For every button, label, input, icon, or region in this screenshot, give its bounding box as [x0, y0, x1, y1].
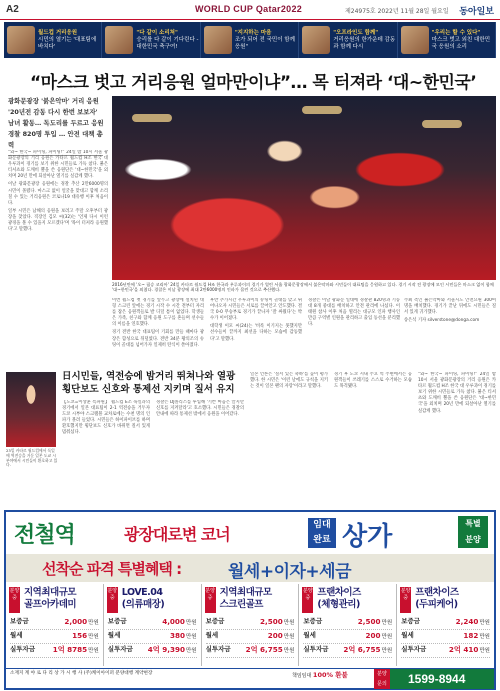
promo-sub: 조가 되어 전 국민이 함께 응원"	[234, 36, 295, 50]
article-column	[250, 372, 328, 504]
promo-headline: "지지하는 마음	[234, 29, 272, 36]
paragraph: 경기 전반 한국 대표팀이 기회를 만들 때마다 광장은 함성으로 뒤덮였다. 전반 34분 황의조의 슈팅이 골대를 넘어가자 일제히 탄식이 쏟아졌다.	[112, 330, 204, 348]
section-headline[interactable]: 日시민들, 역전승에 밤거리 뛰쳐나와 열광 횡단보도 신호와 통제선 지키며 질서 유지	[62, 371, 236, 395]
ad-unit-row	[108, 616, 197, 630]
promo-strip	[4, 22, 496, 58]
article-column	[418, 372, 496, 504]
badge-text: 분양	[465, 535, 481, 544]
promo-thumb	[105, 26, 133, 54]
phone-number[interactable]: 1599-8944	[390, 669, 494, 689]
unit-name-line: 프랜차이즈	[317, 587, 361, 598]
ad-badge-leased	[308, 518, 336, 548]
amount: 4,000	[162, 617, 185, 626]
amount: 200	[365, 631, 381, 640]
page-header	[0, 0, 500, 20]
newspaper-name: 동아일보	[459, 7, 494, 17]
tokyo-photo[interactable]	[6, 372, 56, 447]
ad-unit-rows	[108, 616, 197, 658]
paragraph: “와~ 한국~ 파이팅, 파이팅!” 24일 밤 10시 서울 광화문광장의 거리 응원은 카타르 월드컵 H조 한국 대 우루과이 경기를 보기 위한 시민들로 가득 찼다. 붉은 티셔츠와 도깨비 뿔을 쓴 응원단은 '대~한민국'을 외치며 20년 만에 되살아난 열기를 실감케 했다.	[8, 150, 108, 180]
paragraph: 일본 언론은 '질서 있는 축하'를 높이 평가했다. 한 시민은 '이런 날에도 규칙을 지키는 것이 일본 팬의 자랑'이라고 말했다.	[250, 372, 328, 390]
article-column	[8, 150, 108, 364]
amount: 200	[267, 631, 283, 640]
row-label: 보증금	[205, 617, 225, 625]
promo-thumb	[302, 26, 330, 54]
ad-units	[6, 584, 494, 666]
row-label: 월세	[401, 631, 414, 639]
row-label: 실투자금	[303, 645, 329, 653]
promo-sub: 시민의 열기는 '대표팀에 바치다'	[38, 36, 97, 50]
row-value	[53, 644, 99, 657]
row-label: 실투자금	[107, 645, 133, 653]
amount: 156	[72, 631, 88, 640]
amount: 2,240	[455, 617, 479, 626]
row-value	[64, 616, 98, 629]
unit-label: 만원	[88, 634, 99, 640]
badge-text: 임대	[313, 520, 331, 530]
light	[422, 120, 462, 128]
promo-headline: "우리는 할 수 있다"	[431, 29, 481, 36]
ad-unit-row	[303, 630, 392, 644]
promo-item[interactable]	[299, 22, 397, 58]
ad-unit-row	[10, 616, 99, 630]
ad-unit[interactable]	[104, 584, 202, 666]
ad-benefit-value: 월세+이자+세금	[228, 562, 352, 582]
promo-headline: "다 같이 소리쳐"	[136, 29, 178, 36]
ad-guarantee	[292, 671, 348, 680]
promo-headline: 월드컵 거리응원	[38, 29, 78, 36]
row-label: 월세	[205, 631, 219, 639]
row-label: 보증금	[10, 617, 29, 625]
promo-item[interactable]	[201, 22, 299, 58]
promo-headline: "오프라인도 함께"	[333, 29, 379, 36]
amount: 380	[169, 631, 185, 640]
article-column	[404, 298, 496, 364]
ad-unit-row	[10, 630, 99, 644]
ad-unit-rows	[10, 616, 99, 658]
promo-sub: 승리를 다 같이 기다린다 - 대한민국 축구여!	[136, 36, 199, 50]
promo-sub: 거리응원의 한가운데 감동과 함께 다시	[333, 36, 396, 50]
row-value	[260, 616, 294, 629]
row-label: 월세	[303, 631, 316, 639]
light	[132, 114, 172, 122]
ad-unit[interactable]	[397, 584, 494, 666]
paragraph: 경찰은 이날 광화문 일대에 경찰관 820명과 기동대 8개 중대를 배치하고 안전 관리에 나섰다. 이태원 참사 이후 처음 열리는 대규모 인파 행사인 만큼 구역별 인원을 관리하고 출입 동선을 분리했다.	[308, 298, 400, 328]
unit-label: 만원	[185, 648, 197, 654]
row-value	[366, 630, 393, 643]
issue-meta: 제24975호 2022년 11월 28일 월요일	[345, 8, 449, 15]
page-number: A2	[6, 4, 19, 15]
article-column	[210, 298, 302, 364]
unit-label: 만원	[479, 620, 490, 626]
unit-name	[24, 587, 99, 611]
ad-title	[6, 512, 494, 552]
ad-unit-rows	[401, 616, 490, 658]
unit-tag: 분양중	[205, 587, 216, 613]
kicker-line: 경찰 820명 투입 … 안전 대책 총력	[8, 130, 103, 149]
row-value	[170, 630, 197, 643]
unit-name-line: 지역최대규모	[24, 587, 77, 598]
amount: 182	[463, 631, 479, 640]
real-estate-ad[interactable]	[4, 510, 496, 690]
ad-unit-row	[303, 644, 392, 658]
kicker	[8, 96, 108, 156]
paragraph: 주최 측인 붉은악마와 서울시도 안전요원 300여 명을 배치했다. 경기가 끝난 뒤에도 시민들은 질서 있게 귀가했다.	[404, 298, 496, 316]
promo-sub: 마스크 벗고 외친 대한민국 응원의 소리	[431, 36, 491, 50]
ad-title-station: 전철역	[14, 523, 75, 548]
ad-title-store: 상가	[342, 522, 393, 552]
amount: 2억 6,755	[245, 645, 283, 654]
unit-name	[415, 587, 490, 611]
badge-text: 분양	[377, 671, 387, 677]
promo-thumb	[7, 26, 35, 54]
unit-label: 만원	[381, 634, 393, 640]
unit-name	[220, 587, 295, 611]
ad-unit-row	[303, 616, 392, 630]
row-label: 월세	[107, 631, 121, 639]
ad-unit-row	[401, 630, 490, 644]
unit-tag: 분양중	[400, 587, 411, 613]
row-value	[343, 644, 392, 657]
ad-unit-rows	[303, 616, 392, 658]
promo-thumb	[401, 26, 429, 54]
unit-tag: 분양중	[9, 587, 20, 613]
paragraph: 【도쿄=이상훈 특파원】 월드컵 E조 독일과의 경기에서 일본 대표팀이 2-1 역전승을 거두자 도쿄 시부야 스크램블 교차로에는 수천 명의 인파가 몰려 들었다. 시민들은 하이파이브를 하며 환호했지만 횡단보도 신호가 바뀌면 질서 있게 멈춰섰다.	[62, 400, 150, 436]
row-label: 실투자금	[205, 645, 231, 653]
row-value	[268, 630, 295, 643]
row-label: 보증금	[107, 617, 127, 625]
unit-label: 만원	[283, 648, 295, 654]
kicker-line: 남녀 활동… 독도리를 두르고 응원	[8, 119, 104, 127]
ad-unit-rows	[206, 616, 295, 658]
row-value	[449, 644, 490, 657]
badge-text: 특별	[465, 519, 481, 528]
byline: 송은석 기자 silverstone@donga.com	[404, 318, 480, 324]
photo-caption: 23일 카타르 월드컵에서 독일에 역전승을 거둔 일본 도쿄 시부야에서 시민들이 환호하고 있다.	[6, 448, 58, 468]
unit-name-line: (의류매장)	[121, 599, 165, 610]
amount: 2억 6,755	[343, 645, 381, 654]
amount: 2,500	[357, 617, 381, 626]
paragraph: “와~ 한국~ 파이팅, 파이팅!” 24일 밤 10시 서울 광화문광장의 거리 응원은 카타르 월드컵 H조 한국 대 우루과이 경기를 보기 위한 시민들로 가득 찼다. 붉은 티셔츠와 도깨비 뿔을 쓴 응원단은 '대~한민국'을 외치며 20년 만에 되살아난 열기를 실감케 했다.	[418, 372, 496, 414]
row-value	[358, 616, 392, 629]
article-column	[334, 372, 412, 504]
ad-unit-row	[206, 644, 295, 658]
unit-label: 만원	[283, 634, 295, 640]
unit-name-line: 프랜차이즈	[415, 587, 459, 598]
paragraph: 대학생 이모 씨(24)는 '비록 이기지는 못했지만 선수들이 끝까지 최선을 다하는 모습에 감동했다'고 말했다.	[210, 324, 302, 342]
unit-tag: 분양중	[302, 587, 313, 613]
ad-info	[10, 670, 152, 679]
guarantee-value: 100% 환불	[312, 671, 348, 679]
ad-badge-special	[458, 516, 488, 548]
ad-unit-row	[401, 644, 490, 658]
row-label: 보증금	[401, 617, 421, 625]
ad-unit-row	[10, 644, 99, 658]
row-value	[456, 616, 490, 629]
unit-label: 만원	[283, 620, 295, 626]
unit-name-line: LOVE.04	[121, 587, 163, 598]
paragraph: 후반 추가시간 우루과이의 슈팅이 골대를 맞고 튀어나오자 시민들은 서로를 끌어안고 안도했다. 결국 0-0 무승부로 경기가 끝나자 '잘 싸웠다'는 박수가 이어졌다.	[210, 298, 302, 322]
unit-tag: 분양중	[107, 587, 118, 613]
section-title: WORLD CUP Qatar2022	[195, 4, 303, 14]
unit-name	[317, 587, 392, 611]
amount: 2,500	[260, 617, 283, 626]
row-label: 실투자금	[401, 645, 427, 653]
paragraph: 이번 월드컵 첫 경기를 앞두고 광장에 설치된 대형 스크린 앞에는 경기 시작 수 시간 전부터 자리를 잡은 응원객들로 발 디딜 틈이 없었다. 학생들은 가족, 친구와 함께 응원 도구를 흔들며 선수들의 이름을 연호했다.	[112, 298, 204, 328]
crowd-photo[interactable]	[112, 96, 496, 280]
unit-label: 만원	[185, 634, 197, 640]
unit-label: 만원	[479, 648, 490, 654]
row-value	[72, 630, 99, 643]
guarantee-label: 책임임대	[292, 673, 312, 679]
paragraph: 경기 후 도쿄 시내 주요 역 주변에서는 응원객들이 쓰레기를 스스로 수거하는 모습도 목격됐다.	[334, 372, 412, 390]
unit-label: 만원	[381, 620, 393, 626]
unit-name-line: 지역최대규모	[219, 587, 272, 598]
paragraph: 일부 시민은 남해의 응원을 보려고 주말 오후부터 광장을 찾았다. 직장인 김모 씨(32)는 '언제 다시 이런 광경을 볼 수 있을지 모르겠다'며 '목이 터져라 응원했다'고 말했다.	[8, 208, 108, 233]
unit-label: 만원	[88, 620, 99, 626]
row-value	[246, 644, 295, 657]
unit-name	[122, 587, 197, 611]
promo-item[interactable]	[4, 22, 102, 58]
row-value	[148, 644, 197, 657]
unit-name-line: 골프아카데미	[24, 599, 77, 610]
unit-name-line: (두피케어)	[415, 599, 458, 610]
row-value	[162, 616, 196, 629]
unit-label: 만원	[185, 620, 197, 626]
ad-benefit-label: 선착순 파격 특별혜택 :	[42, 560, 182, 578]
amount: 4억 9,390	[147, 645, 185, 654]
badge-text: 완료	[313, 535, 331, 545]
ad-title-location: 광장대로변 코너	[124, 525, 230, 544]
article-column	[308, 298, 400, 364]
article-column	[156, 400, 244, 504]
amount: 2,000	[64, 617, 88, 626]
call-badge	[374, 669, 390, 689]
article-column	[112, 298, 204, 364]
ad-unit[interactable]	[202, 584, 300, 666]
unit-label: 만원	[381, 648, 393, 654]
promo-item[interactable]	[398, 22, 496, 58]
paragraph: 경찰은 DJ폴리스를 투입해 '기쁜 마음은 알지만 신호를 지켜달라'고 호소했다. 시민들은 경찰의 안내에 따라 통제선 밖에서 응원을 이어갔다.	[156, 400, 244, 418]
ad-footer	[6, 668, 494, 688]
ad-info-line: 소재지 계 야 로 다 리 상 가 시 행 사 (주)케이아이퍼 분양대행 계약현장	[10, 671, 153, 676]
unit-name-line: 스크린골프	[219, 599, 263, 610]
badge-text: 문의	[377, 681, 387, 687]
photo-caption: 2016년만에 '오~ 필승 코리아' 24일 카타르 월드컵 H조 한국과 우루과이의 경기가 열린 서울 광화문광장에서 붉은악마와 시민들이 대표팀을 응원하고 있다. 경기 시작 전 광장에 모인 시민들은 마스크 없이 함께 '대~한민국'을 외쳤다. 경찰은 이날 광장에 최대 2만6000명의 인파가 몰린 것으로 추산했다.	[112, 282, 494, 293]
row-value	[463, 630, 490, 643]
kicker-line: 광화문광장 '붉은악마' 거리 응원	[8, 97, 99, 105]
main-headline[interactable]: “마스크 벗고 거리응원 얼마만이냐”… 목 터져라 ‘대~한민국’	[30, 73, 477, 93]
paragraph: 이날 광화문광장 응원에는 경찰 추산 2만6000명의 시민이 몰렸다. 마스크 없이 얼굴을 맞대고 함께 소리칠 수 있는 거리응원은 코로나19 대유행 이후 처음이다.	[8, 182, 108, 206]
row-label: 실투자금	[10, 645, 36, 653]
ad-unit-row	[206, 630, 295, 644]
ad-benefit-band	[6, 554, 494, 582]
amount: 1억 8785	[52, 645, 88, 654]
row-label: 월세	[10, 631, 23, 639]
amount: 2억 410	[448, 645, 479, 654]
unit-label: 만원	[88, 648, 99, 654]
ad-unit[interactable]	[6, 584, 104, 666]
row-label: 보증금	[303, 617, 323, 625]
kicker-line: '20년전 감동 다시 한번 보보자'	[8, 108, 98, 116]
unit-name-line: (체형관리)	[317, 599, 360, 610]
promo-item[interactable]	[102, 22, 200, 58]
promo-thumb	[204, 26, 232, 54]
ad-unit[interactable]	[299, 584, 397, 666]
light	[302, 106, 342, 114]
ad-unit-row	[206, 616, 295, 630]
ad-unit-row	[401, 616, 490, 630]
unit-label: 만원	[479, 634, 490, 640]
ad-unit-row	[108, 644, 197, 658]
article-column	[62, 400, 150, 504]
ad-unit-row	[108, 630, 197, 644]
